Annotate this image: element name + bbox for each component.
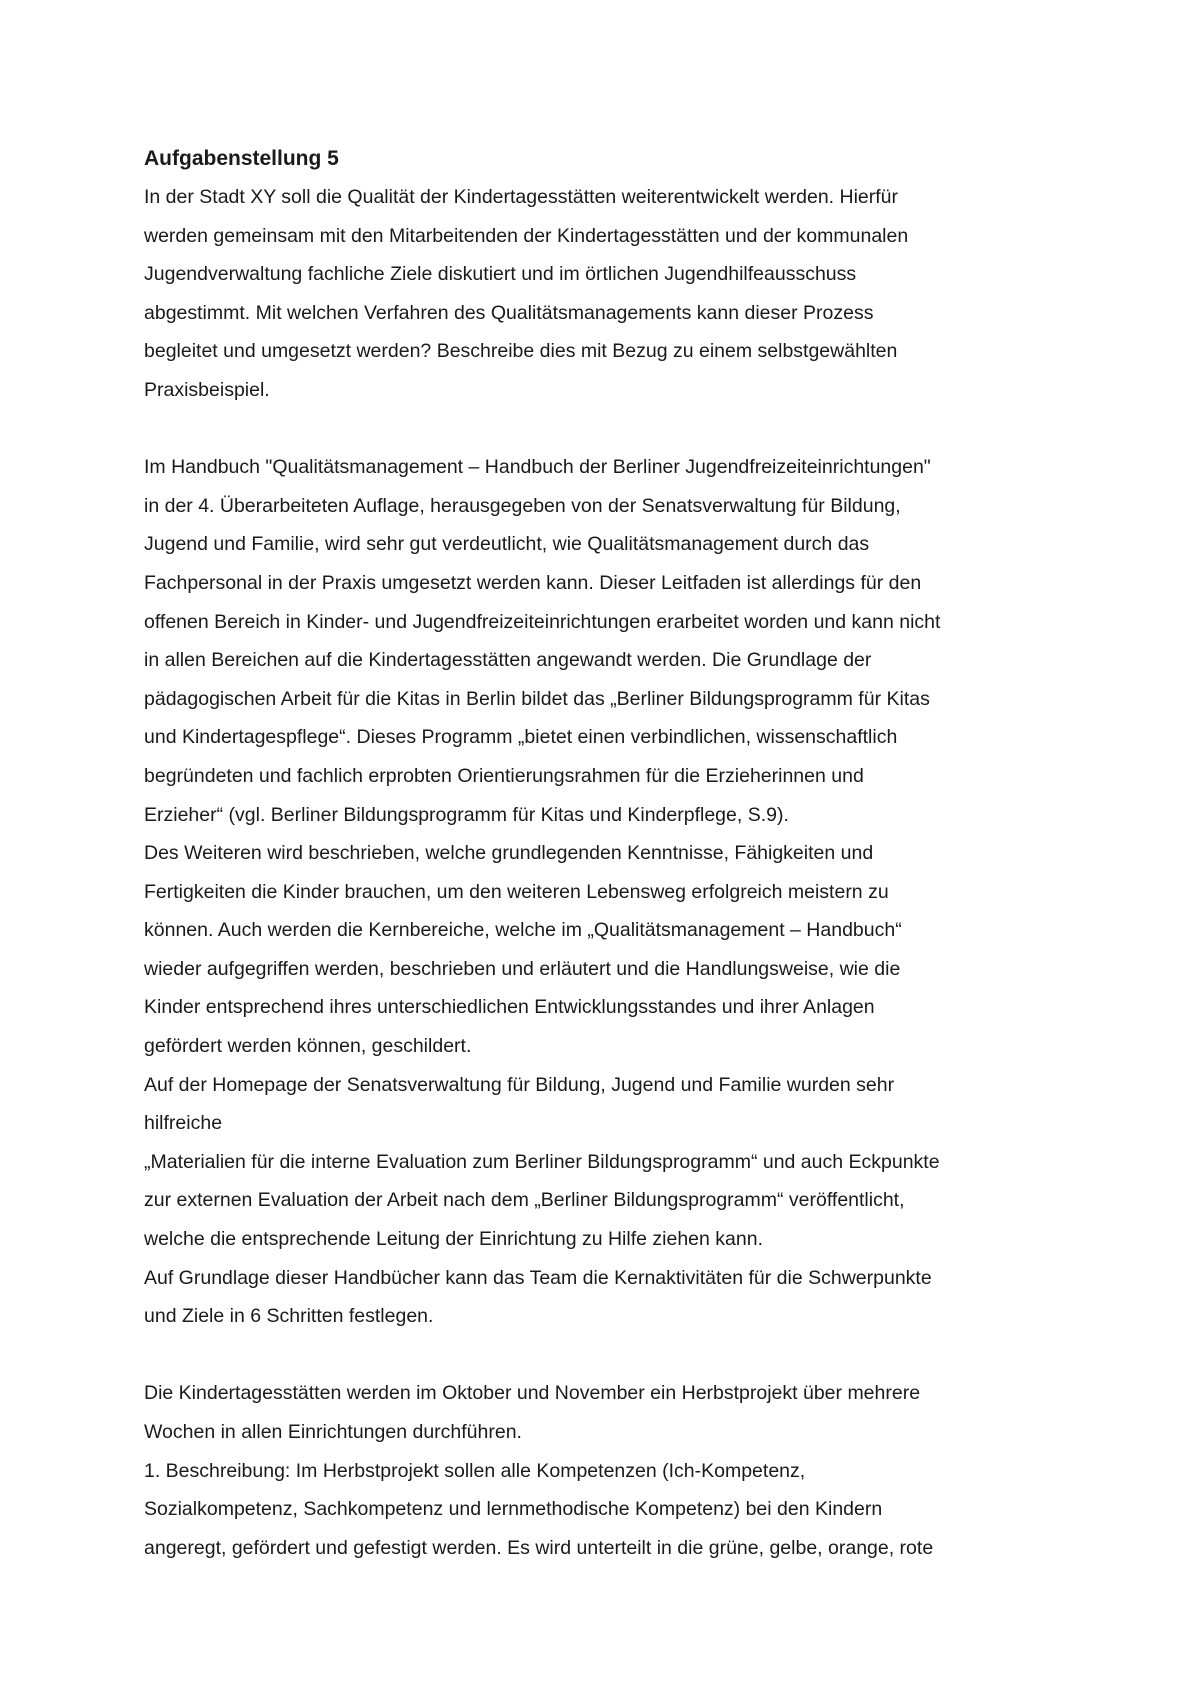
text-line: Jugendverwaltung fachliche Ziele diskutiert und im örtlichen Jugendhilfeausschuss xyxy=(144,263,857,286)
text-line: können. Auch werden die Kernbereiche, welche im „Qualitätsmanagement – Handbuch“ xyxy=(144,919,902,942)
paragraph-spacer xyxy=(144,1336,1064,1375)
text-line: Kinder entsprechend ihres unterschiedlichen Entwicklungsstandes und ihrer Anlagen xyxy=(144,996,875,1019)
text-line: „Materialien für die interne Evaluation zum Berliner Bildungsprogramm“ und auch Eckpunkte xyxy=(144,1150,940,1173)
text-line: In der Stadt XY soll die Qualität der Kindertagesstätten weiterentwickelt werden. Hierfür xyxy=(144,186,899,208)
document-title: Aufgabenstellung 5 xyxy=(144,147,339,170)
text-line: Die Kindertagesstätten werden im Oktober und November ein Herbstprojekt über mehrere xyxy=(144,1382,921,1405)
text-line: Erzieher“ (vgl. Berliner Bildungsprogramm für Kitas und Kinderpflege, S.9). xyxy=(144,803,789,826)
text-line: Praxisbeispiel. xyxy=(144,378,270,401)
paragraph-spacer xyxy=(144,410,1064,449)
document-page xyxy=(144,140,1064,1567)
text-line: zur externen Evaluation der Arbeit nach dem „Berliner Bildungsprogramm“ veröffentlicht, xyxy=(144,1189,905,1212)
text-line: in der 4. Überarbeiteten Auflage, herausgegeben von der Senatsverwaltung für Bildung, xyxy=(144,494,901,517)
text-line: Sozialkompetenz, Sachkompetenz und lernmethodische Kompetenz) bei den Kindern xyxy=(144,1498,883,1521)
text-line: Im Handbuch "Qualitätsmanagement – Handbuch der Berliner Jugendfreizeiteinrichtungen" xyxy=(144,456,931,479)
text-line: werden gemeinsam mit den Mitarbeitenden der Kindertagesstätten und der kommunalen xyxy=(144,224,909,247)
text-line: in allen Bereichen auf die Kindertagesstätten angewandt werden. Die Grundlage der xyxy=(144,649,872,672)
text-line: Des Weiteren wird beschrieben, welche grundlegenden Kenntnisse, Fähigkeiten und xyxy=(144,842,874,865)
text-line: gefördert werden können, geschildert. xyxy=(144,1035,472,1058)
text-line: pädagogischen Arbeit für die Kitas in Berlin bildet das „Berliner Bildungsprogramm für Kitas xyxy=(144,687,930,710)
text-line: angeregt, gefördert und gefestigt werden. Es wird unterteilt in die grüne, gelbe, orange, rote xyxy=(144,1536,934,1559)
text-line: und Kindertagespflege“. Dieses Programm „bietet einen verbindlichen, wissenschaftlich xyxy=(144,726,898,749)
text-line: Jugend und Familie, wird sehr gut verdeutlicht, wie Qualitätsmanagement durch das xyxy=(144,533,870,556)
text-line: hilfreiche xyxy=(144,1112,223,1135)
text-line: begleitet und umgesetzt werden? Beschreibe dies mit Bezug zu einem selbstgewählten xyxy=(144,340,898,363)
text-line: Wochen in allen Einrichtungen durchführen. xyxy=(144,1421,522,1443)
paragraph-autumn-project xyxy=(144,1374,1064,1567)
text-line: wieder aufgegriffen werden, beschrieben und erläutert und die Handlungsweise, wie die xyxy=(144,957,901,980)
text-line: Fertigkeiten die Kinder brauchen, um den weiteren Lebensweg erfolgreich meistern zu xyxy=(144,880,889,903)
text-line: Auf der Homepage der Senatsverwaltung für Bildung, Jugend und Familie wurden sehr xyxy=(144,1073,895,1096)
paragraph-handbook xyxy=(144,448,1064,1336)
text-line: Auf Grundlage dieser Handbücher kann das Team die Kernaktivitäten für die Schwerpunkte xyxy=(144,1266,932,1289)
text-line: abgestimmt. Mit welchen Verfahren des Qualitätsmanagements kann dieser Prozess xyxy=(144,301,874,324)
paragraph-task-description xyxy=(144,178,1064,410)
text-line: Fachpersonal in der Praxis umgesetzt werden kann. Dieser Leitfaden ist allerdings für den xyxy=(144,571,922,594)
text-line: 1. Beschreibung: Im Herbstprojekt sollen alle Kompetenzen (Ich-Kompetenz, xyxy=(144,1459,806,1482)
text-line: offenen Bereich in Kinder- und Jugendfreizeiteinrichtungen erarbeitet worden und kann nicht xyxy=(144,610,941,633)
text-line: begründeten und fachlich erprobten Orientierungsrahmen für die Erzieherinnen und xyxy=(144,764,864,787)
text-line: welche die entsprechende Leitung der Einrichtung zu Hilfe ziehen kann. xyxy=(144,1228,763,1251)
text-line: und Ziele in 6 Schritten festlegen. xyxy=(144,1305,434,1328)
